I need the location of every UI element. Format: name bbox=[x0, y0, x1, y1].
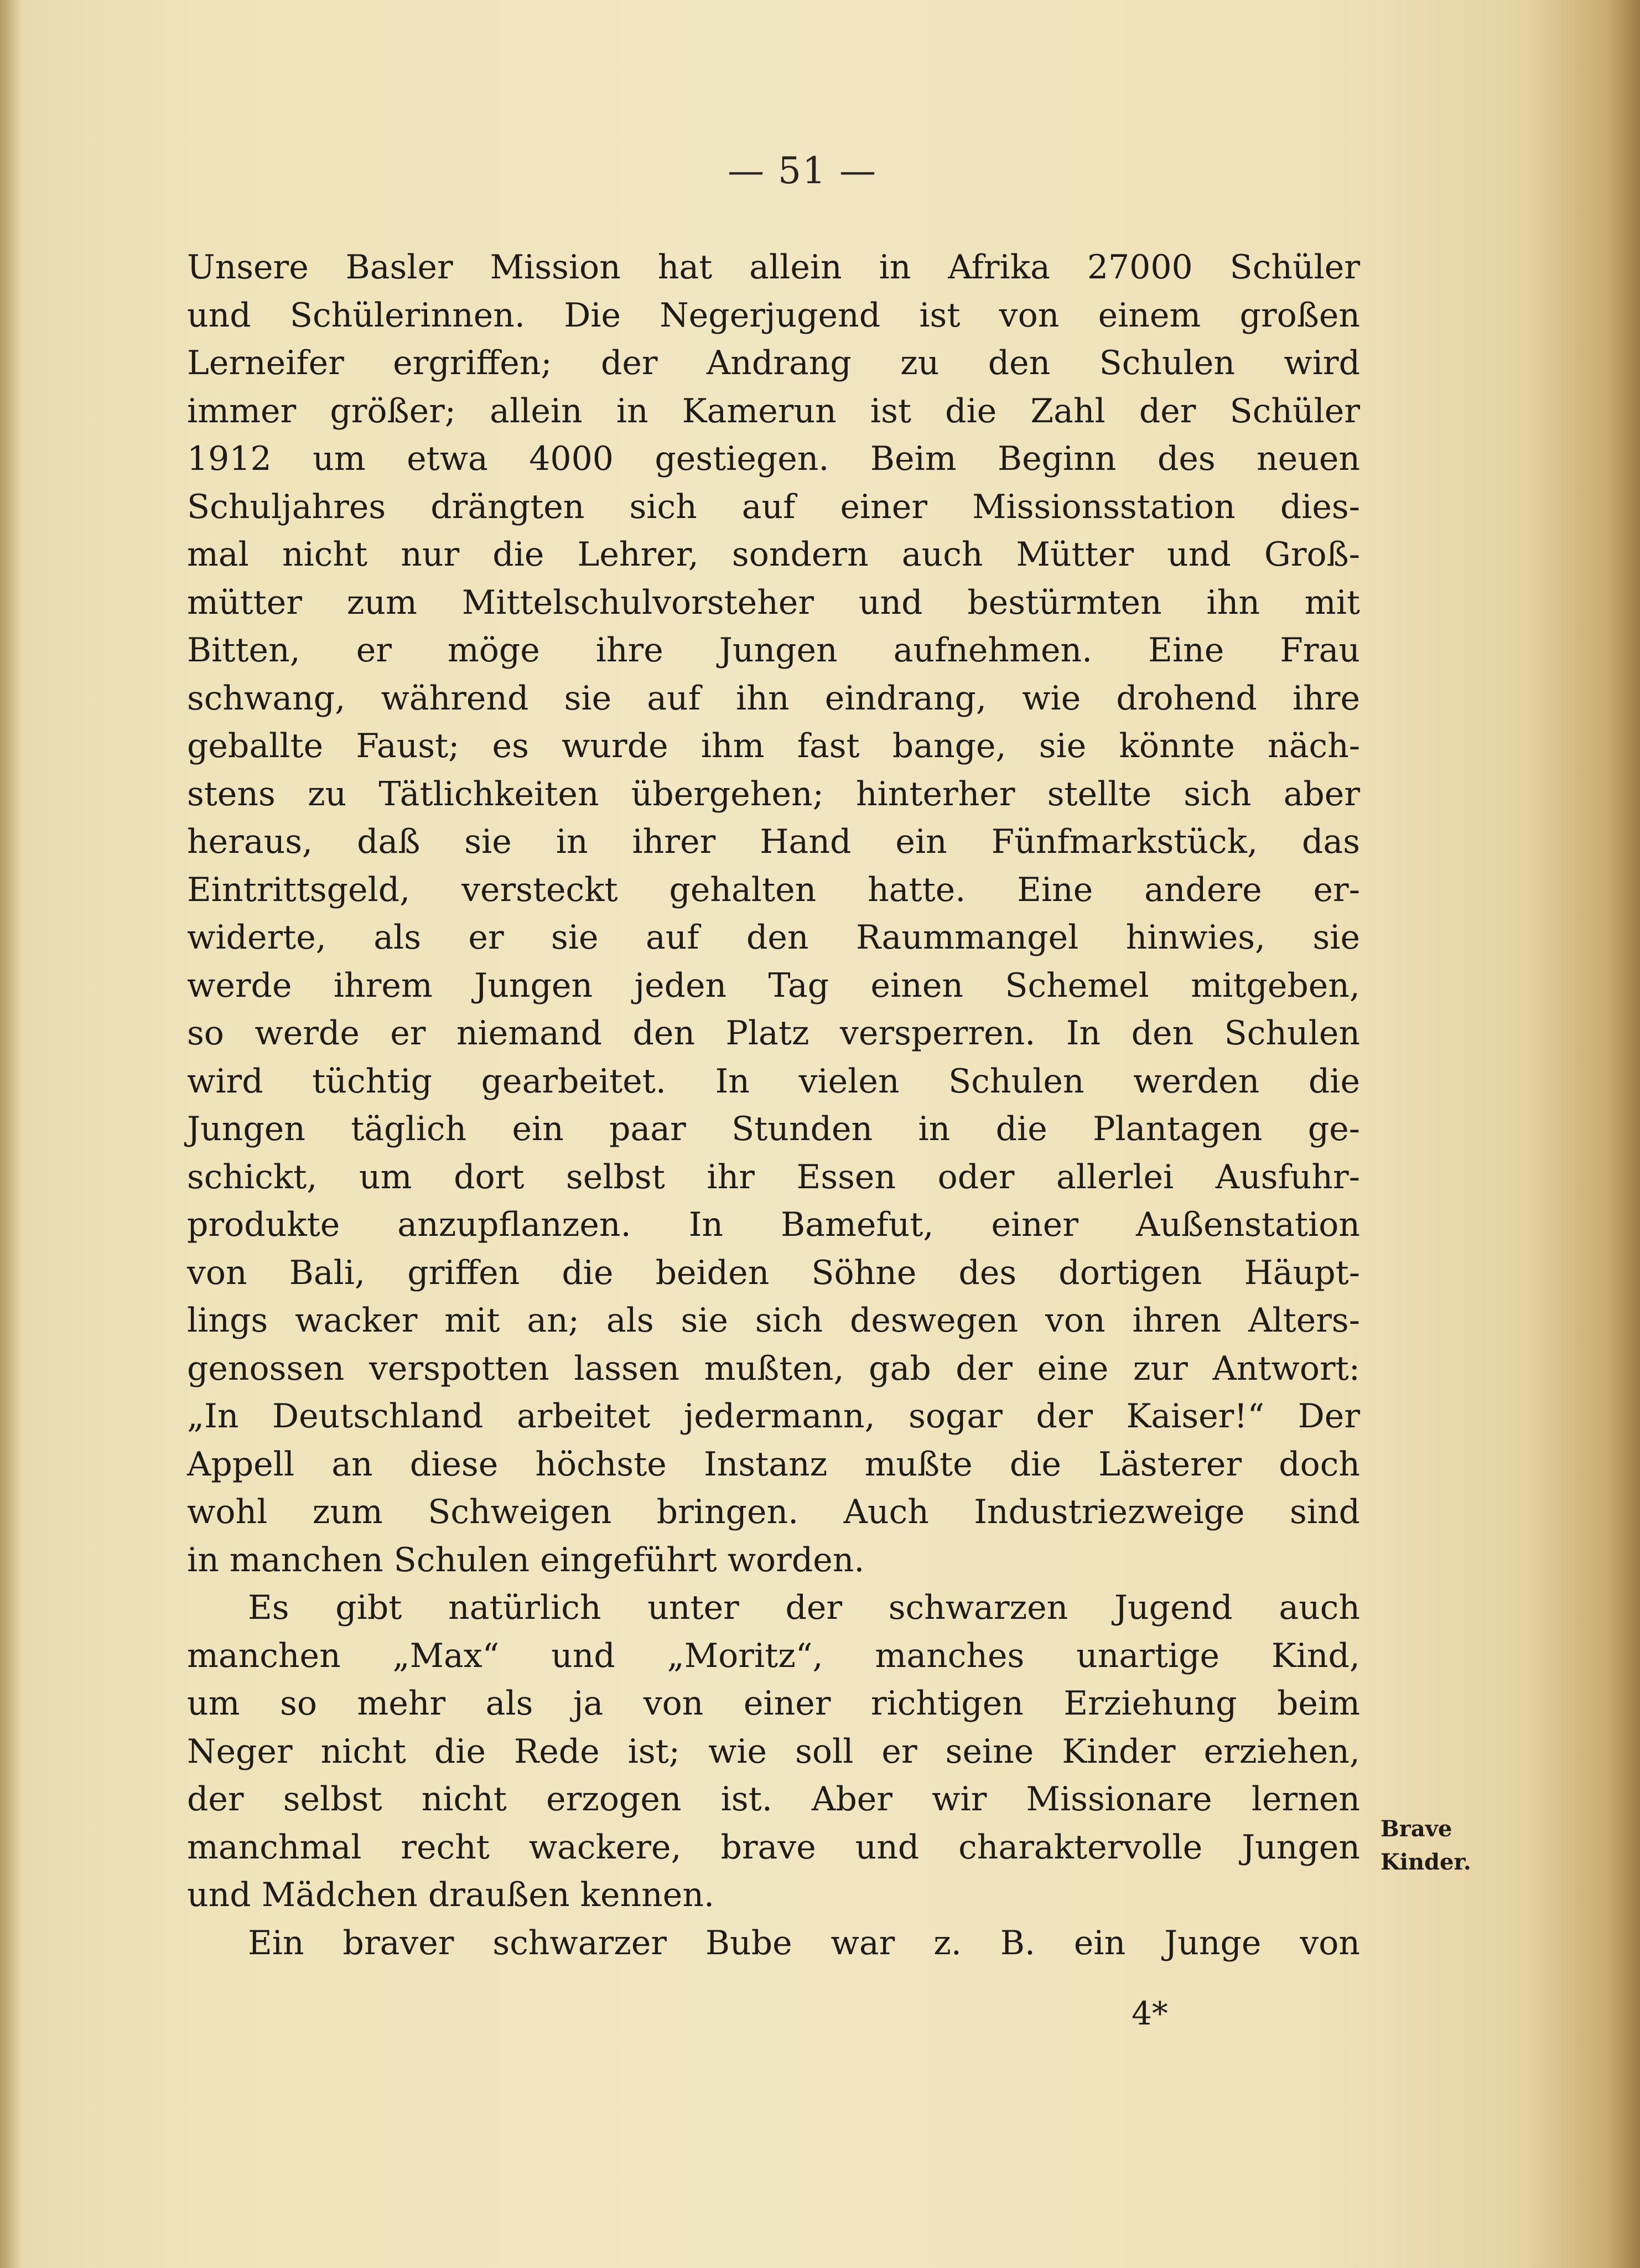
text-line: von Bali, griffen die beiden Söhne des dortigen Häupt- bbox=[187, 1253, 1360, 1292]
margin-note bbox=[1380, 1813, 1486, 1879]
text-line: in manchen Schulen eingeführt worden. bbox=[187, 1540, 865, 1580]
text-line: Neger nicht die Rede ist; wie soll er seine Kinder erziehen, bbox=[187, 1732, 1360, 1771]
text-line: werde ihrem Jungen jeden Tag einen Schemel mitgeben, bbox=[187, 966, 1360, 1005]
margin-note-line: Kinder. bbox=[1380, 1849, 1471, 1875]
text-line: der selbst nicht erzogen ist. Aber wir Missionare lernen bbox=[187, 1780, 1360, 1819]
text-line: manchen „Max“ und „Moritz“, manches unartige Kind, bbox=[187, 1636, 1360, 1675]
text-line: Es gibt natürlich unter der schwarzen Jugend auch bbox=[248, 1588, 1360, 1627]
text-line: „In Deutschland arbeitet jedermann, sogar der Kaiser!“ Der bbox=[187, 1397, 1360, 1436]
text-line: wohl zum Schweigen bringen. Auch Industriezweige sind bbox=[187, 1493, 1360, 1531]
text-line: Ein braver schwarzer Bube war z. B. ein Junge von bbox=[248, 1923, 1360, 1963]
text-line: produkte anzupflanzen. In Bamefut, einer Außenstation bbox=[187, 1205, 1360, 1244]
margin-note-line: Brave bbox=[1380, 1816, 1452, 1842]
text-line: Unsere Basler Mission hat allein in Afrika 27000 Schüler bbox=[187, 248, 1360, 287]
text-line: so werde er niemand den Platz versperren. In den Schulen bbox=[187, 1014, 1360, 1053]
text-line: widerte, als er sie auf den Raummangel hinwies, sie bbox=[187, 918, 1360, 957]
text-line: Eintrittsgeld, versteckt gehalten hatte. Eine andere er- bbox=[187, 870, 1360, 909]
text-line: mal nicht nur die Lehrer, sondern auch Mütter und Groß- bbox=[187, 535, 1360, 574]
text-line: und Schülerinnen. Die Negerjugend ist von einem großen bbox=[187, 296, 1360, 335]
text-line: heraus, daß sie in ihrer Hand ein Fünfmarkstück, das bbox=[187, 822, 1360, 861]
text-line: Bitten, er möge ihre Jungen aufnehmen. Eine Frau bbox=[187, 631, 1360, 670]
text-line: Jungen täglich ein paar Stunden in die Plantagen ge- bbox=[187, 1110, 1360, 1148]
text-line: wird tüchtig gearbeitet. In vielen Schulen werden die bbox=[187, 1061, 1360, 1101]
text-line: geballte Faust; es wurde ihm fast bange, sie könnte näch- bbox=[187, 727, 1360, 765]
text-line: manchmal recht wackere, brave und charaktervolle Jungen bbox=[187, 1827, 1360, 1867]
text-line: um so mehr als ja von einer richtigen Erziehung beim bbox=[187, 1684, 1360, 1723]
text-line: Schuljahres drängten sich auf einer Missionsstation dies- bbox=[187, 487, 1360, 526]
text-line: schwang, während sie auf ihn eindrang, wie drohend ihre bbox=[187, 679, 1360, 718]
text-line: lings wacker mit an; als sie sich deswegen von ihren Alters- bbox=[187, 1301, 1360, 1340]
text-line: immer größer; allein in Kamerun ist die Zahl der Schüler bbox=[187, 391, 1360, 431]
signature-mark: 4* bbox=[1132, 1995, 1168, 2032]
text-line: Appell an diese höchste Instanz mußte die Lästerer doch bbox=[187, 1444, 1360, 1484]
text-line: schickt, um dort selbst ihr Essen oder allerlei Ausfuhr- bbox=[187, 1157, 1360, 1197]
text-line: stens zu Tätlichkeiten übergehen; hinterher stellte sich aber bbox=[187, 774, 1360, 814]
page-number: — 51 — bbox=[728, 149, 877, 192]
text-line: 1912 um etwa 4000 gestiegen. Beim Beginn des neuen bbox=[187, 439, 1360, 478]
text-line: genossen verspotten lassen mußten, gab der eine zur Antwort: bbox=[187, 1349, 1360, 1388]
spine-shadow bbox=[0, 0, 22, 2268]
body-text bbox=[187, 244, 1360, 1967]
text-line: und Mädchen draußen kennen. bbox=[187, 1876, 715, 1914]
text-line: mütter zum Mittelschulvorsteher und bestürmten ihn mit bbox=[187, 583, 1360, 622]
text-line: Lerneifer ergriffen; der Andrang zu den Schulen wird bbox=[187, 344, 1360, 382]
